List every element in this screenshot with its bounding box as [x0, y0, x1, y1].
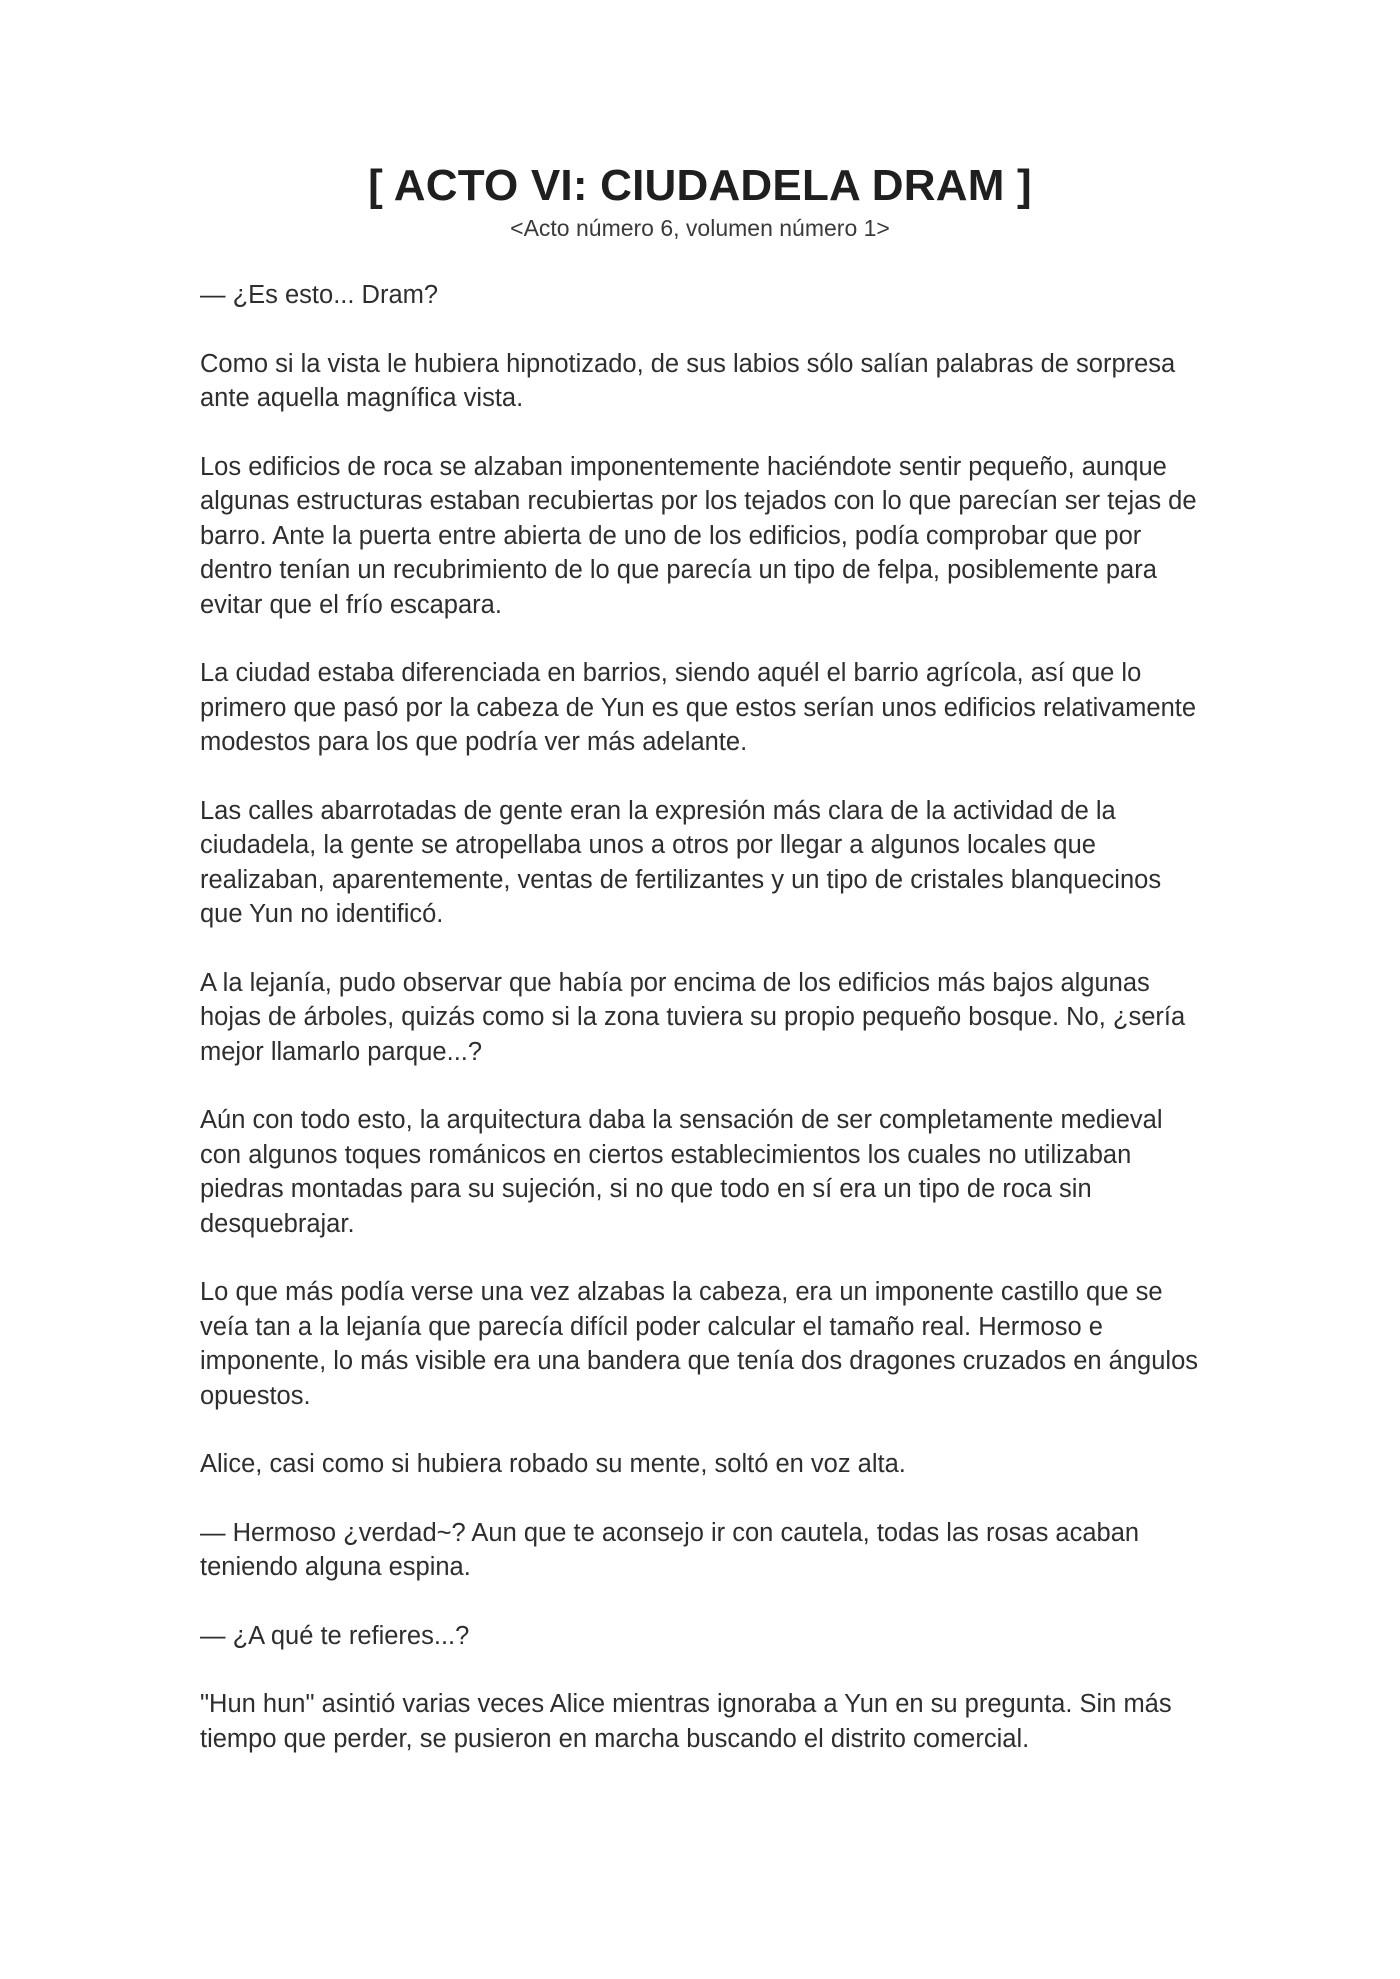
paragraph: Alice, casi como si hubiera robado su mente, soltó en voz alta. — [200, 1450, 906, 1478]
paragraph: Lo que más podía verse una vez alzabas la cabeza, era un imponente castillo que se veía tan a la lejanía que parecía difícil poder calcular el tamaño real. Hermoso e imponente, lo más visible era una bandera que tenía dos dragones cruzados en ángulos opuestos. — [200, 1278, 1198, 1410]
paragraph: — ¿A qué te refieres...? — [200, 1621, 470, 1650]
paragraph: Los edificios de roca se alzaban imponentemente haciéndote sentir pequeño, aunque algunas estructuras estaban recubiertas por los tejados con lo que parecían ser tejas de barro. Ante la puerta entre abierta de uno de los edificios, podía comprobar que por dentro tenían un recubrimiento de lo que parecía un tipo de felpa, posiblemente para evitar que el frío escapara. — [200, 452, 1197, 619]
paragraph: — ¿Es esto... Dram? — [200, 281, 439, 309]
chapter-body — [200, 278, 1200, 1790]
paragraph: La ciudad estaba diferenciada en barrios, siendo aquél el barrio agrícola, así que lo primero que pasó por la cabeza de Yun es que estos serían unos edificios relativamente modestos para los que podría ver más adelante. — [200, 659, 1197, 756]
paragraph: "Hun hun" asintió varias veces Alice mientras ignoraba a Yun en su pregunta. Sin más tiempo que perder, se pusieron en marcha buscando el distrito comercial. — [200, 1690, 1172, 1753]
paragraph: Aún con todo esto, la arquitectura daba la sensación de ser completamente medieval con algunos toques románicos en ciertos establecimientos los cuales no utilizaban piedras montadas para su sujeción, si no que todo en sí era un tipo de roca sin desquebrajar. — [200, 1106, 1163, 1238]
paragraph: Como si la vista le hubiera hipnotizado, de sus labios sólo salían palabras de sorpresa ante aquella magnífica vista. — [200, 349, 1176, 412]
paragraph: A la lejanía, pudo observar que había por encima de los edificios más bajos algunas hojas de árboles, quizás como si la zona tuviera su propio pequeño bosque. No, ¿sería mejor llamarlo parque...? — [200, 968, 1186, 1066]
chapter-subtitle: <Acto número 6, volumen número 1> — [510, 215, 890, 241]
paragraph: — Hermoso ¿verdad~? Aun que te aconsejo ir con cautela, todas las rosas acaban teniendo alguna espina. — [200, 1518, 1140, 1581]
paragraph: Las calles abarrotadas de gente eran la expresión más clara de la actividad de la ciudadela, la gente se atropellaba unos a otros por llegar a algunos locales que realizaban, aparentemente, ventas de fertilizantes y un tipo de cristales blanquecinos que Yun no identificó. — [200, 796, 1162, 928]
chapter-title: [ ACTO VI: CIUDADELA DRAM ] — [368, 161, 1032, 210]
